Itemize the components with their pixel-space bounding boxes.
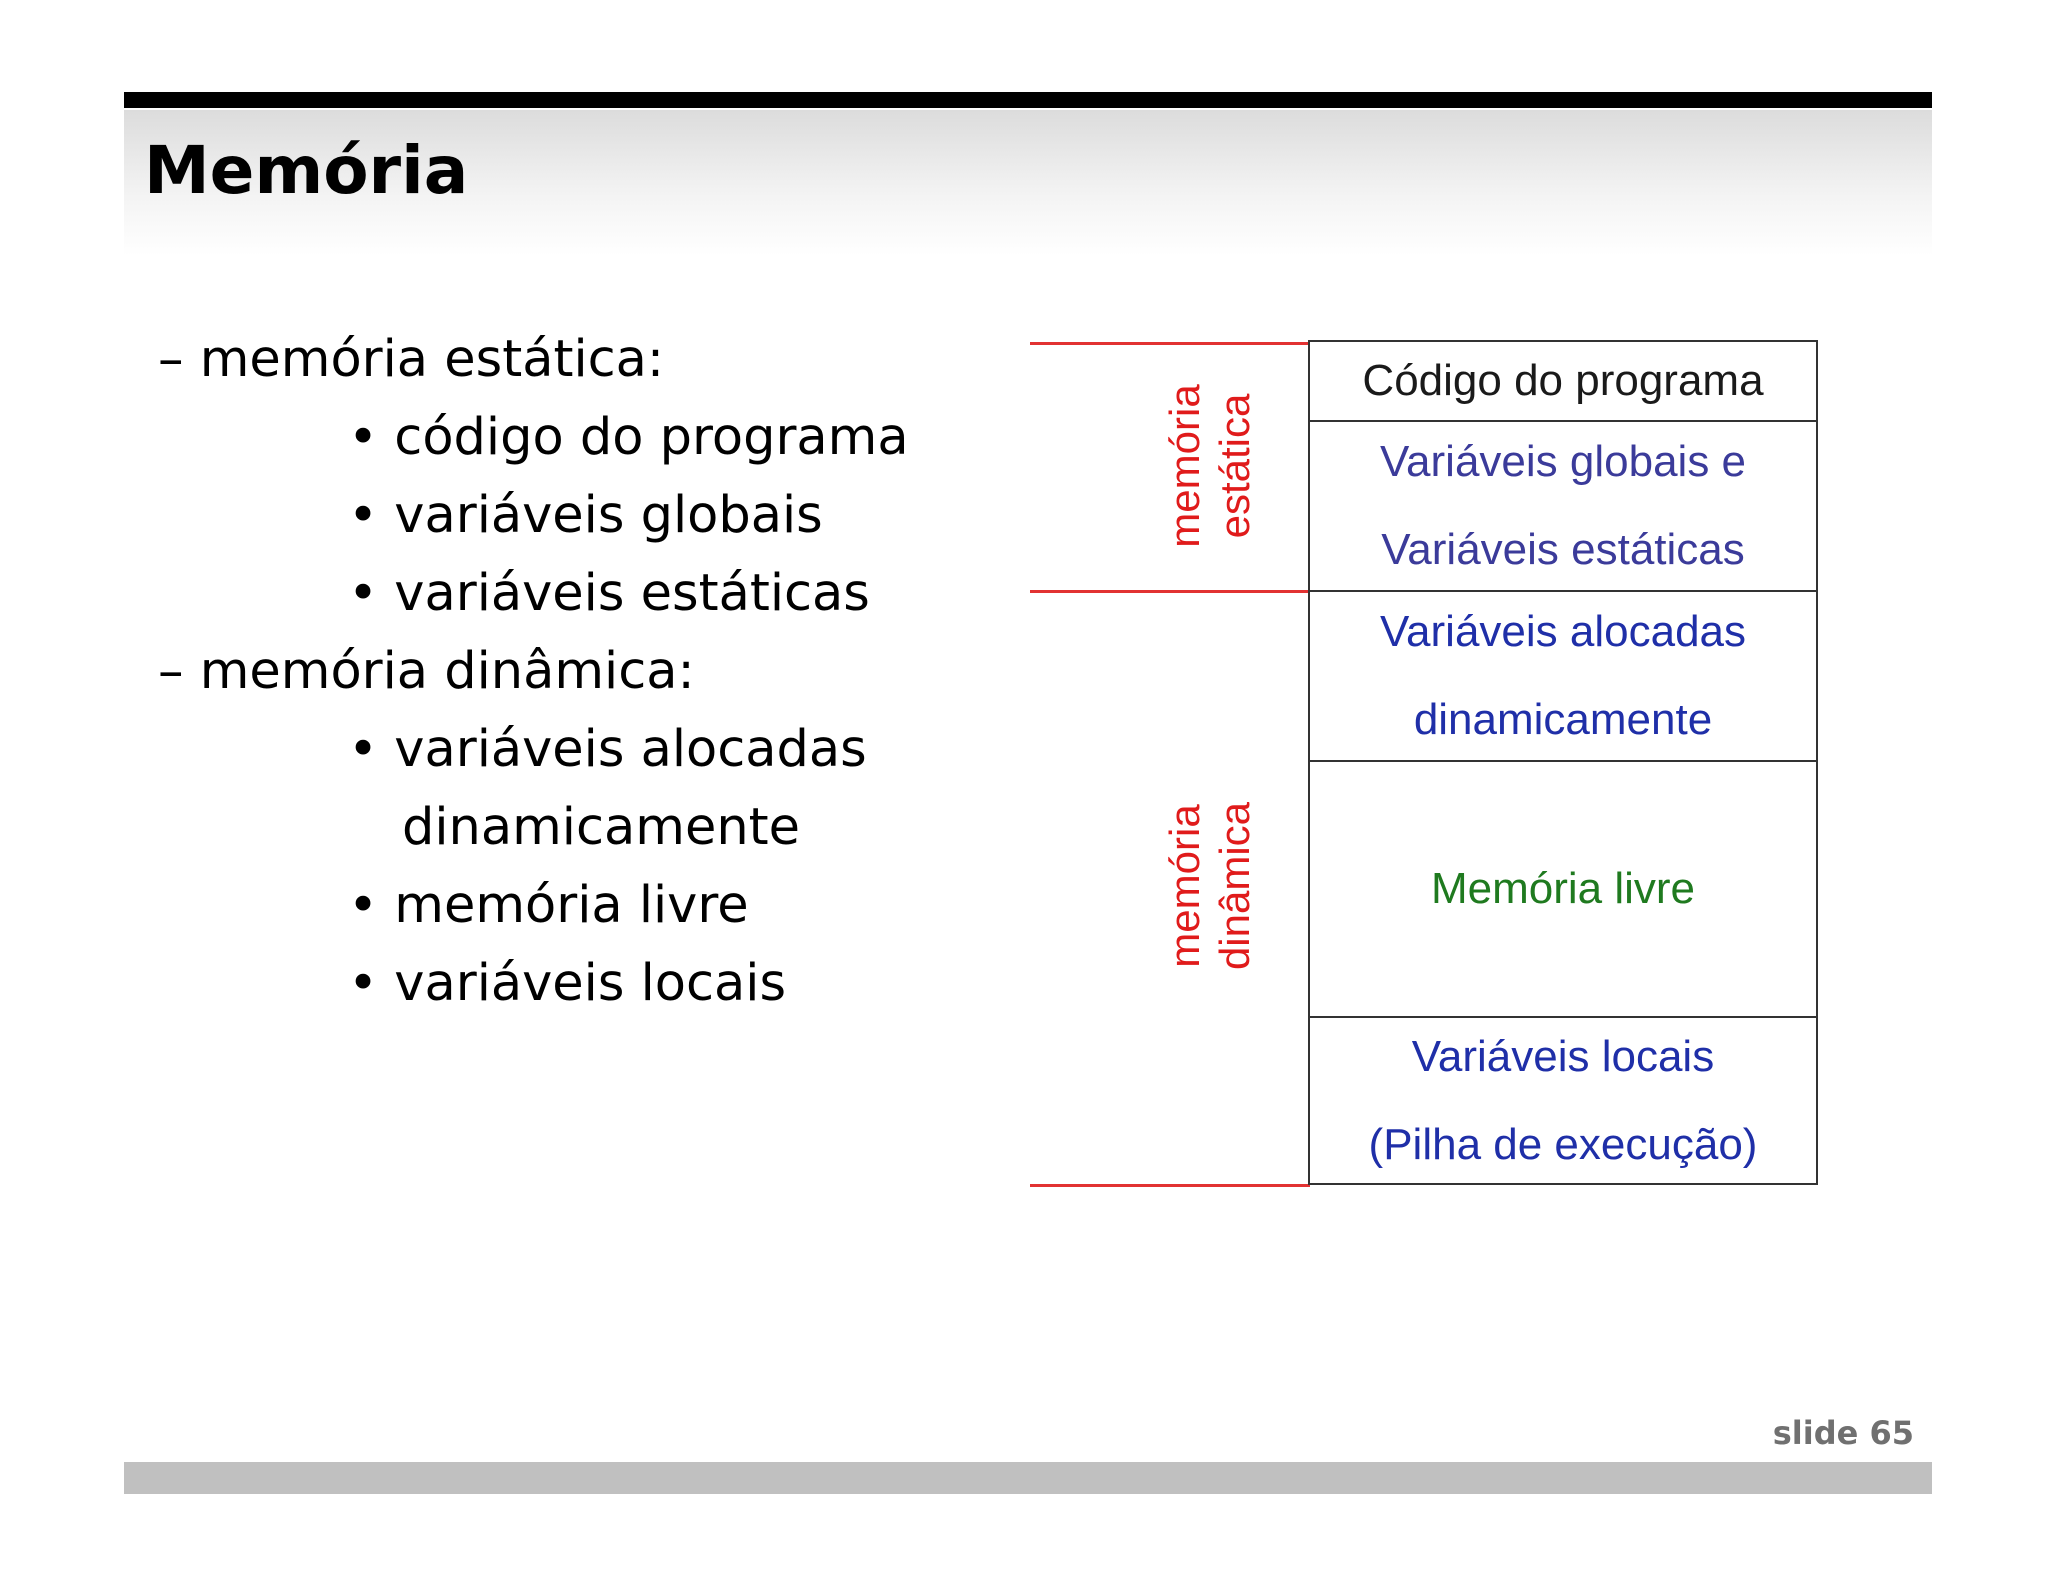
block-dynamic-vars-line1: Variáveis alocadas — [1379, 607, 1747, 656]
bullet-program-code: • código do programa — [348, 408, 909, 467]
bullet-global-vars: • variáveis globais — [348, 486, 823, 545]
block-dynamic-vars-line2: dinamicamente — [1413, 695, 1713, 744]
slide-title: Memória — [144, 132, 469, 209]
block-static-vars-text: Variáveis estáticas — [1381, 525, 1745, 574]
bullet-free-memory: • memória livre — [348, 876, 749, 935]
static-label-line1: memória — [1161, 384, 1208, 548]
static-top-rule — [1030, 342, 1310, 345]
block-program-code — [1310, 342, 1816, 422]
slide-number: slide 65 — [1772, 1414, 1914, 1452]
bullet-allocated-vars-cont: dinamicamente — [402, 798, 801, 857]
block-local-vars-line2: (Pilha de execução) — [1368, 1119, 1758, 1169]
memory-layout-diagram — [1030, 336, 1826, 1192]
block-local-vars-line1: Variáveis locais — [1411, 1031, 1715, 1081]
footer-bar — [124, 1462, 1932, 1494]
block-dynamic-vars — [1310, 592, 1816, 762]
block-program-code-text: Código do programa — [1362, 356, 1764, 405]
dynamic-label-line1: memória — [1161, 804, 1208, 968]
block-local-vars — [1310, 1018, 1816, 1183]
bullet-list — [158, 330, 909, 1032]
block-free-memory-text: Memória livre — [1430, 864, 1696, 913]
static-label-line2: estática — [1211, 393, 1258, 539]
bullet-local-vars: • variáveis locais — [348, 954, 787, 1013]
static-dynamic-divider — [1030, 590, 1310, 593]
bullet-allocated-vars: • variáveis alocadas — [348, 720, 867, 779]
block-global-static-vars — [1310, 422, 1816, 592]
dynamic-memory-label — [1160, 786, 1260, 986]
top-rule — [124, 92, 1932, 108]
bullet-dynamic-memory: – memória dinâmica: — [158, 642, 695, 701]
bullet-static-memory: – memória estática: — [158, 330, 665, 389]
dynamic-label-line2: dinâmica — [1211, 801, 1258, 971]
block-global-vars-text: Variáveis globais e — [1379, 437, 1747, 486]
bullet-static-vars: • variáveis estáticas — [348, 564, 870, 623]
block-free-memory — [1310, 762, 1816, 1018]
memory-stack — [1308, 340, 1818, 1185]
dynamic-bottom-rule — [1030, 1184, 1310, 1187]
static-memory-label — [1160, 366, 1260, 566]
